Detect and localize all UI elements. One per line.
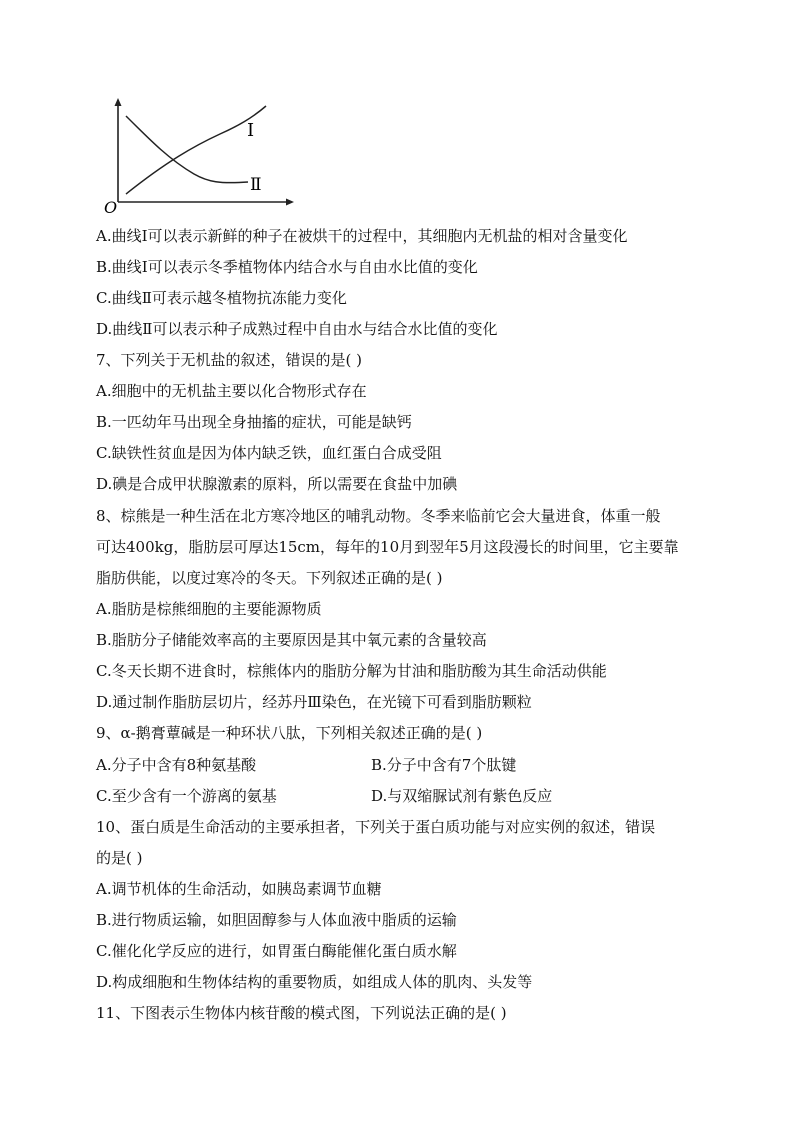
q8-option-c: C.冬天长期不进食时，棕熊体内的脂肪分解为甘油和脂肪酸为其生命活动供能 xyxy=(96,662,607,680)
q10-stem-line-2: 的是( ) xyxy=(96,849,143,867)
q7-stem: 7、下列关于无机盐的叙述，错误的是( ) xyxy=(96,351,363,369)
q8-option-a: A.脂肪是棕熊细胞的主要能源物质 xyxy=(96,600,322,618)
curve-1 xyxy=(126,106,266,194)
curve-2 xyxy=(126,116,248,183)
q9-option-c: C.至少含有一个游离的氨基 xyxy=(96,787,277,805)
x-axis-arrow xyxy=(286,199,294,206)
q8-option-d: D.通过制作脂肪层切片，经苏丹Ⅲ染色，在光镜下可看到脂肪颗粒 xyxy=(96,693,532,711)
q9-stem: 9、α-鹅膏蕈碱是一种环状八肽，下列相关叙述正确的是( ) xyxy=(96,724,483,742)
q6-option-c: C.曲线Ⅱ可表示越冬植物抗冻能力变化 xyxy=(96,289,347,307)
curve-2-label: Ⅱ xyxy=(250,175,262,195)
q7-option-d: D.碘是合成甲状腺激素的原料，所以需要在食盐中加碘 xyxy=(96,475,458,493)
q7-option-c: C.缺铁性贫血是因为体内缺乏铁，血红蛋白合成受阻 xyxy=(96,444,442,462)
q10-stem-line-1: 10、蛋白质是生命活动的主要承担者，下列关于蛋白质功能与对应实例的叙述，错误 xyxy=(96,818,656,836)
q6-option-a: A.曲线Ⅰ可以表示新鲜的种子在被烘干的过程中，其细胞内无机盐的相对含量变化 xyxy=(96,227,628,245)
q11-stem: 11、下图表示生物体内核苷酸的模式图，下列说法正确的是( ) xyxy=(96,1004,507,1022)
q6-option-b: B.曲线Ⅰ可以表示冬季植物体内结合水与自由水比值的变化 xyxy=(96,258,478,276)
q7-option-b: B.一匹幼年马出现全身抽搐的症状，可能是缺钙 xyxy=(96,413,412,431)
q9-option-b: B.分子中含有7个肽键 xyxy=(371,756,517,774)
q6-option-d: D.曲线Ⅱ可以表示种子成熟过程中自由水与结合水比值的变化 xyxy=(96,320,498,338)
origin-label: O xyxy=(104,198,118,214)
y-axis-arrow xyxy=(115,98,122,106)
q8-stem-line-2: 可达400kg，脂肪层可厚达15cm，每年的10月到翌年5月这段漫长的时间里，它主要靠 xyxy=(96,538,679,556)
curve-1-label: Ⅰ xyxy=(247,120,255,141)
q10-option-d: D.构成细胞和生物体结构的重要物质，如组成人体的肌肉、头发等 xyxy=(96,973,533,991)
q8-stem-line-3: 脂肪供能，以度过寒冷的冬天。下列叙述正确的是( ) xyxy=(96,569,443,587)
q7-option-a: A.细胞中的无机盐主要以化合物形式存在 xyxy=(96,382,367,400)
q9-option-d: D.与双缩脲试剂有紫色反应 xyxy=(371,787,553,805)
q8-option-b: B.脂肪分子储能效率高的主要原因是其中氧元素的含量较高 xyxy=(96,631,487,649)
q10-option-c: C.催化化学反应的进行，如胃蛋白酶能催化蛋白质水解 xyxy=(96,942,457,960)
q8-stem-line-1: 8、棕熊是一种生活在北方寒冷地区的哺乳动物。冬季来临前它会大量进食，体重一般 xyxy=(96,507,661,525)
q10-option-a: A.调节机体的生命活动，如胰岛素调节血糖 xyxy=(96,880,382,898)
q10-option-b: B.进行物质运输，如胆固醇参与人体血液中脂质的运输 xyxy=(96,911,457,929)
curve-figure xyxy=(96,96,296,214)
q9-option-a: A.分子中含有8种氨基酸 xyxy=(96,756,257,774)
